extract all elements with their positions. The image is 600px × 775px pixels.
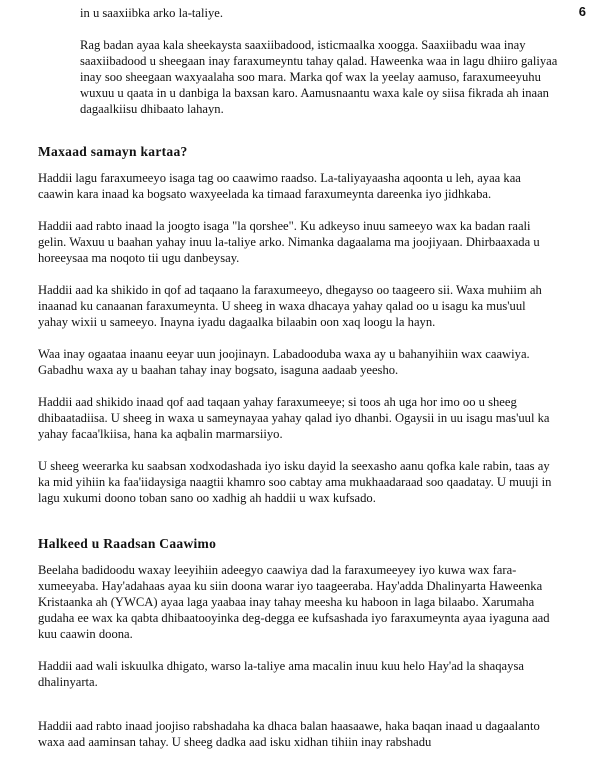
body-paragraph: Beelaha badidoodu waxay leeyihiin adeegyo caawiya dad la faraxumeeyey iyo kuwa wax fara-xumeeyaba. Hay'adahaas ayaa ku siin doona warar iyo taageeraba. Hay'adda Dhalinyarta Haweenka Kristaanka ah (YWCA) ayaa laga yaabaa inay tahay meesha ku haboon in laga bilaabo. Xarumaha gudaha ee wax ka qabta dhibaatooyinka deg-degga ee kufsashada iyo faraxumeynta ayaa iyaguna aad kuu caawin doona. <box>38 563 550 641</box>
intro-paragraph: Rag badan ayaa kala sheekaysta saaxiibadood, isticmaalka xoogga. Saaxiibadu waa inay saaxiibadood u sheegaan inay faraxumeyntu tahay qalad. Haweenka waa in lagu dhiiro galiyaa inay soo sheegaan waxyaalaha soo mara. Marka qof wax la yeelay aamuso, faraxumeeyuhu wuxuu u qaata in u danbiga la baxsan karo. Aamusnaantu waxa kale oy siisa fikrada ah inaan dagaalkiisu dhibaato lahayn. <box>80 38 558 116</box>
continued-paragraph: in u saaxiibka arko la-taliye. <box>80 6 224 20</box>
section-heading-where-to-get-help: Halkeed u Raadsan Caawimo <box>38 536 217 551</box>
section-heading-what-can-you-do: Maxaad samayn kartaa? <box>38 144 188 159</box>
body-paragraph: Waa inay ogaataa inaanu eeyar uun joojinayn. Labadooduba waxa ay u bahanyihiin wax caawiya. Gabadhu waxa ay u baahan tahay inay bogsato, isaguna aadaab yeesho. <box>38 347 530 377</box>
body-paragraph: Haddii aad rabto inaad joojiso rabshadaha ka dhaca balan haasaawe, haka baqan inaad u dagaalanto waxa aad aaminsan tahay. U sheeg dadka aad isku xidhan tihiin inay rabshadu <box>38 719 540 749</box>
body-paragraph: U sheeg weerarka ku saabsan xodxodashada iyo isku dayid la seexasho aanu qofka kale rabin, taas ay ka mid yihiin ka faa'iidaysiga naagtii khamro soo cabtay ama mukhaadaraad soo qaadatay. U muuji in lagu xukumi doono toban sano oo xadhig ah haddii u wax kufsado. <box>38 459 552 505</box>
body-paragraph: Haddii aad shikido inaad qof aad taqaan yahay faraxumeeye; si toos ah uga hor imo oo u sheeg dhibaatadiisa. U sheeg in waxa u sameynayaa yahay qalad iyo dhanbi. Ogaysii in uu isagu mas'uul ka yahay facaa'lkiisa, hana ka aqbalin marmarsiiyo. <box>38 395 550 441</box>
body-paragraph: Haddii aad ka shikido in qof ad taqaano la faraxumeeyo, dhegayso oo taageero sii. Waxa muhiim ah inaanad ku canaanan faraxumeynta. U sheeg in waxa dhacaya yahay qalad oo u isagu ka mus'uul yahay wixii u sameeyo. Inayna iyadu dagaalka bilaabin oon xaq loogu la hayn. <box>38 283 542 329</box>
body-paragraph: Haddii lagu faraxumeeyo isaga tag oo caawimo raadso. La-taliyayaasha aqoonta u leh, ayaa kaa caawin kara inaad ka bogsato waxyeelada ka timaad faraxumeynta dareenka iyo jidhkaba. <box>38 171 521 201</box>
body-paragraph: Haddii aad rabto inaad la joogto isaga "la qorshee". Ku adkeyso inuu sameeyo wax ka badan raali gelin. Waxuu u baahan yahay inuu la-taliye arko. Nimanka dagaalama ma joojiyaan. Dhirbaaxada u horeeysaa ma noqoto tii ugu danbeysay. <box>38 219 540 265</box>
page-number: 6 <box>578 4 586 19</box>
page-content <box>38 0 558 750</box>
body-paragraph: Haddii aad wali iskuulka dhigato, warso la-taliye ama macalin inuu kuu helo Hay'ad la shaqaysa dhalinyarta. <box>38 659 524 689</box>
